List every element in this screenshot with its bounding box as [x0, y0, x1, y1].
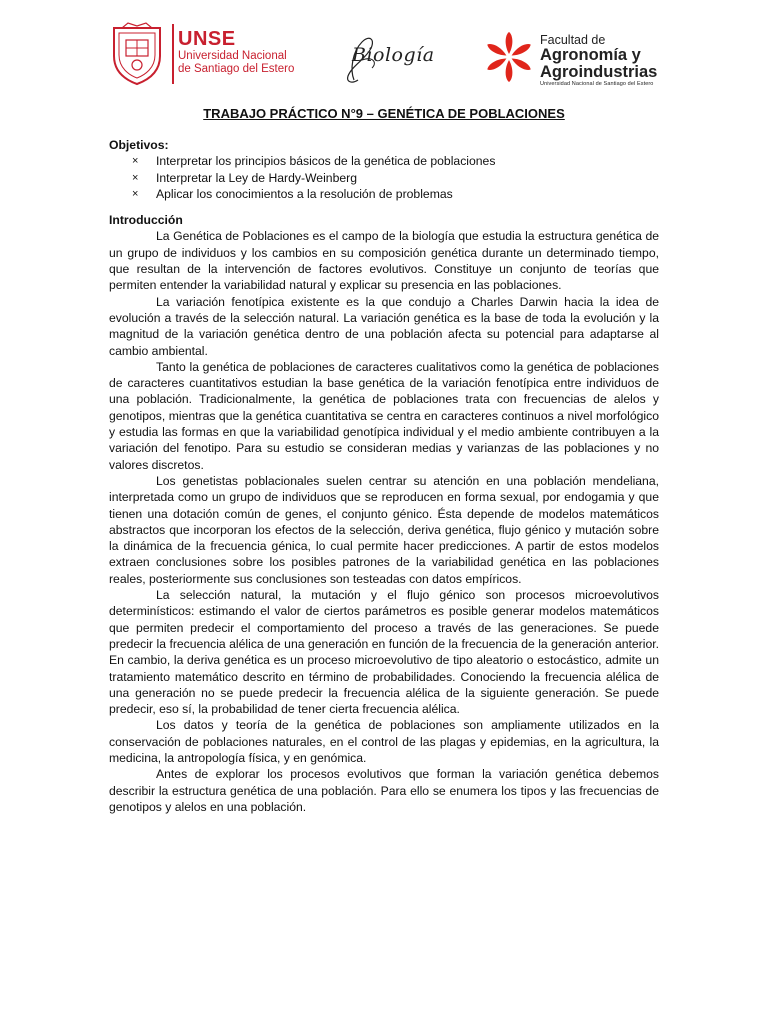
intro-paragraph: Los datos y teoría de la genética de poblaciones son ampliamente utilizados en la conservación de poblaciones naturales, en el control de las plagas y epidemias, en la agricultura, la medicina, la antropología física, y en genómica. — [109, 718, 659, 765]
unse-name-line2: de Santiago del Estero — [178, 63, 295, 75]
biologia-label: Biología — [352, 44, 435, 66]
objective-item — [109, 170, 659, 186]
objectives-heading: Objetivos: — [109, 138, 169, 152]
intro-paragraph: La selección natural, la mutación y el flujo génico son procesos microevolutivos determinísticos: estimando el valor de ciertos parámetros es posible generar modelos matemáticos que permiten predecir el comportamiento del proceso a través de las generaciones. Se puede predecir la frecuencia alélica de una generación en función de la frecuencia de la generación anterior. En cambio, la deriva genética es un proceso microevolutivo de tipo aleatorio o estocástico, admite un tratamiento matemático descrito en término de probabilidades. Conociendo la frecuencia alélica de una generación no se puede predecir la frecuencia alélica de la siguiente generación. Se puede predecir, eso sí, la probabilidad de tener cierta frecuencia alélica. — [109, 588, 659, 717]
introduction-heading: Introducción — [109, 213, 183, 228]
intro-paragraph: Antes de explorar los procesos evolutivos que forman la variación genética debemos describir la estructura genética de una población. Para ello se enumera los tipos y las frecuencias de genotipos y alelos en una población. — [109, 767, 659, 814]
page-header — [0, 0, 768, 100]
intro-paragraph: Los genetistas poblacionales suelen centrar su atención en una población mendeliana, interpretada como un grupo de individuos que se reproducen en forma sexual, por endogamia y que tienen una dotación común de genes, el conjunto génico. Ésta depende de modelos matemáticos abstractos que incorporan los efectos de la selección, deriva genética, flujo génico y mutación sobre la dinámica de la frecuencia génica, lo cual permite hacer predicciones. A partir de estos modelos extraen conclusiones sobre los posibles patrones de la variabilidad genética en las poblaciones reales, posteriormente sus conclusiones son testeadas con datos empíricos. — [109, 473, 659, 586]
objective-text: Aplicar los conocimientos a la resolución de problemas — [156, 186, 453, 201]
faa-flower-logo — [482, 30, 536, 84]
section-spacer — [109, 202, 659, 212]
intro-paragraph: La Genética de Poblaciones es el campo de la biología que estudia la estructura genética de un grupo de individuos y los cambios en su composición genética durante un determinado tiempo, que resultan de la intervención de factores evolutivos. Constituye un conjunto de teorías que permiten entender la variabilidad natural y explicar su presencia en las poblaciones. — [109, 229, 659, 293]
unse-divider — [172, 24, 174, 84]
intro-paragraph: Tanto la genética de poblaciones de caracteres cualitativos como la genética de poblaciones de caracteres cuantitativos estudian la base genética de la variación fenotípica entre individuos de una población. Tradicionalmente, la genética de poblaciones trata con frecuencias de alelos y genotipos, mientras que la genética cuantitativa se centra en caracteres continuos a nivel morfológico y estudia las formas en que la variabilidad genotípica individual y el medio ambiente contribuyen a la variación del fenotipo. Para su estudio se consideran medias y varianzas de las poblaciones y no valores discretos. — [109, 359, 659, 472]
objective-item — [109, 153, 659, 169]
bullet-x-icon: × — [132, 171, 139, 184]
intro-paragraph: La variación fenotípica existente es la que condujo a Charles Darwin hacia la idea de evolución a través de la selección natural. La variación genética es la base de toda la evolución y la magnitud de la variación genética dentro de una población afecta su potencial para adaptarse al cambio ambiental. — [109, 294, 659, 358]
faa-line1: Facultad de — [540, 33, 606, 47]
unse-acronym: UNSE — [178, 28, 236, 50]
document-title: TRABAJO PRÁCTICO N°9 – GENÉTICA DE POBLACIONES — [203, 106, 565, 121]
bullet-x-icon: × — [132, 155, 139, 168]
faa-line3: Agroindustrias — [540, 63, 658, 81]
faa-subline: Universidad Nacional de Santiago del Estero — [540, 81, 654, 87]
objective-text: Interpretar los principios básicos de la genética de poblaciones — [156, 154, 496, 169]
unse-seal-logo — [108, 22, 166, 86]
bullet-x-icon: × — [132, 187, 139, 200]
faa-line2: Agronomía y — [540, 46, 641, 64]
objectives-list — [109, 153, 659, 202]
objective-item — [109, 186, 659, 202]
unse-wordmark — [178, 28, 294, 76]
unse-name-line1: Universidad Nacional — [178, 50, 287, 62]
document-body — [109, 137, 659, 815]
faa-wordmark — [540, 33, 657, 88]
objective-text: Interpretar la Ley de Hardy-Weinberg — [156, 170, 357, 185]
